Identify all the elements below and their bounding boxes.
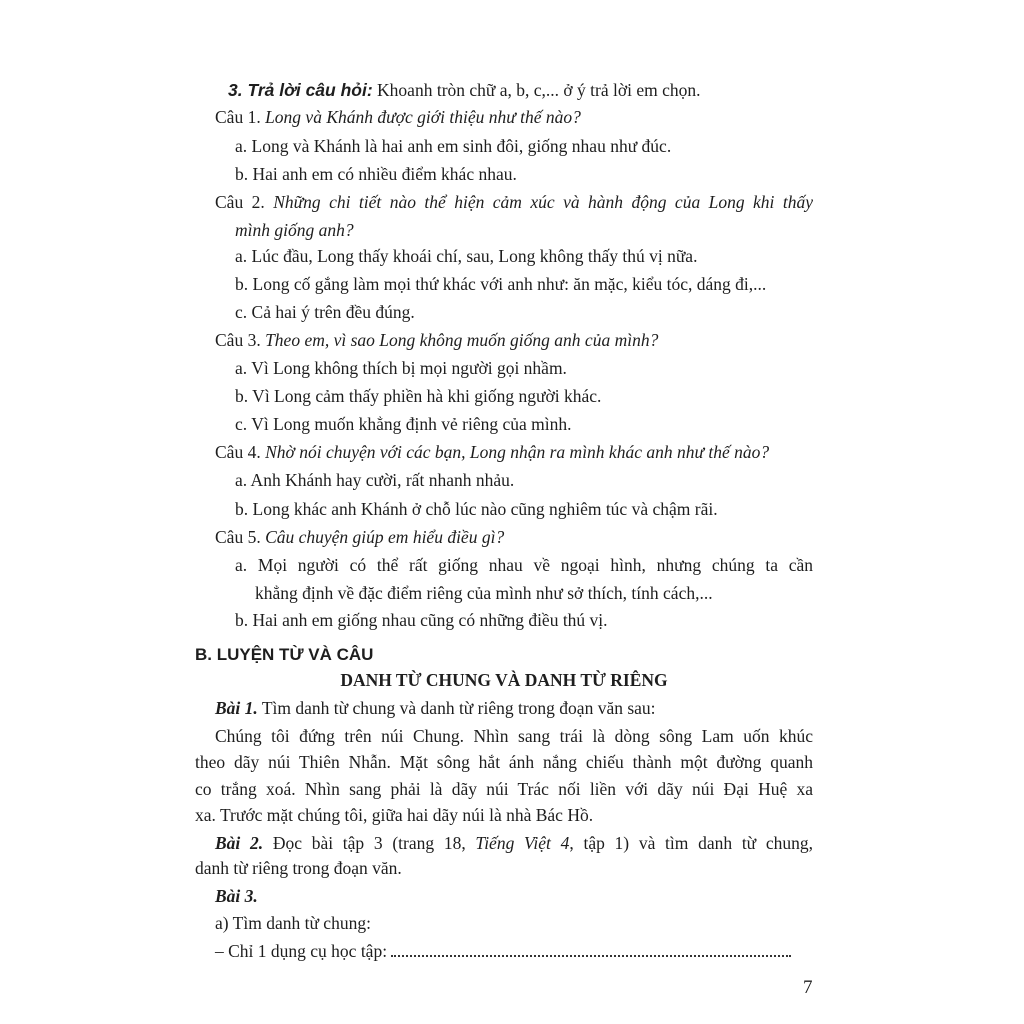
option[interactable]: b. Hai anh em giống nhau cũng có những điều thú vị.	[235, 610, 608, 630]
option[interactable]: a. Lúc đầu, Long thấy khoái chí, sau, Long không thấy thú vị nữa.	[235, 246, 698, 266]
exercise-3: Bài 3.	[215, 886, 258, 906]
exercise-1: Bài 1. Tìm danh từ chung và danh từ riêng trong đoạn văn sau:	[215, 698, 656, 718]
passage-line: xa. Trước mặt chúng tôi, giữa hai dãy núi là nhà Bác Hồ.	[195, 805, 594, 825]
section-heading: B. LUYỆN TỪ VÀ CÂU	[195, 645, 374, 664]
option[interactable]: a. Vì Long không thích bị mọi người gọi nhầm.	[235, 358, 567, 378]
exercise-2-cont: danh từ riêng trong đoạn văn.	[195, 858, 402, 878]
passage-line: theo dãy núi Thiên Nhẫn. Mặt sông hắt ánh nắng chiếu thành một đường quanh	[195, 752, 813, 772]
option[interactable]: b. Vì Long cảm thấy phiền hà khi giống người khác.	[235, 386, 602, 406]
option[interactable]: b. Hai anh em có nhiều điểm khác nhau.	[235, 164, 517, 184]
exercise-3a: a) Tìm danh từ chung:	[215, 913, 371, 933]
question-1: Câu 1. Long và Khánh được giới thiệu như thế nào?	[215, 107, 581, 127]
option[interactable]: c. Vì Long muốn khẳng định vẻ riêng của mình.	[235, 414, 572, 434]
question-3: Câu 3. Theo em, vì sao Long không muốn giống anh của mình?	[215, 330, 659, 350]
option[interactable]: c. Cả hai ý trên đều đúng.	[235, 302, 415, 322]
question-4: Câu 4. Nhờ nói chuyện với các bạn, Long nhận ra mình khác anh như thế nào?	[215, 442, 770, 462]
passage-line: co trắng xoá. Nhìn sang phải là dãy núi Trác nối liền với dãy núi Đại Huệ xa	[195, 779, 813, 799]
question-5: Câu 5. Câu chuyện giúp em hiểu điều gì?	[215, 527, 505, 547]
page-number: 7	[803, 977, 813, 998]
option[interactable]: b. Long khác anh Khánh ở chỗ lúc nào cũng nghiêm túc và chậm rãi.	[235, 499, 718, 519]
option-cont: khẳng định về đặc điểm riêng của mình như sở thích, tính cách,...	[255, 583, 713, 603]
option[interactable]: b. Long cố gắng làm mọi thứ khác với anh như: ăn mặc, kiểu tóc, dáng đi,...	[235, 274, 767, 294]
exercise-2: Bài 2. Đọc bài tập 3 (trang 18, Tiếng Việt 4, tập 1) và tìm danh từ chung,	[215, 833, 814, 853]
passage-line: Chúng tôi đứng trên núi Chung. Nhìn sang trái là dòng sông Lam uốn khúc	[215, 726, 813, 746]
exercise-3a-item: – Chỉ 1 dụng cụ học tập:	[215, 940, 791, 962]
part3-instruction: 3. Trả lời câu hỏi: Khoanh tròn chữ a, b, c,... ở ý trả lời em chọn.	[228, 80, 701, 100]
option[interactable]: a. Long và Khánh là hai anh em sinh đôi, giống nhau như đúc.	[235, 136, 672, 156]
option[interactable]: a. Anh Khánh hay cười, rất nhanh nhảu.	[235, 470, 515, 490]
question-2: Câu 2. Những chi tiết nào thể hiện cảm xúc và hành động của Long khi thấy	[215, 192, 813, 212]
lesson-title: DANH TỪ CHUNG VÀ DANH TỪ RIÊNG	[340, 670, 668, 690]
answer-blank[interactable]	[391, 941, 791, 957]
option[interactable]: a. Mọi người có thể rất giống nhau về ngoại hình, nhưng chúng ta cần	[235, 555, 813, 575]
question-2-cont: mình giống anh?	[235, 220, 354, 240]
